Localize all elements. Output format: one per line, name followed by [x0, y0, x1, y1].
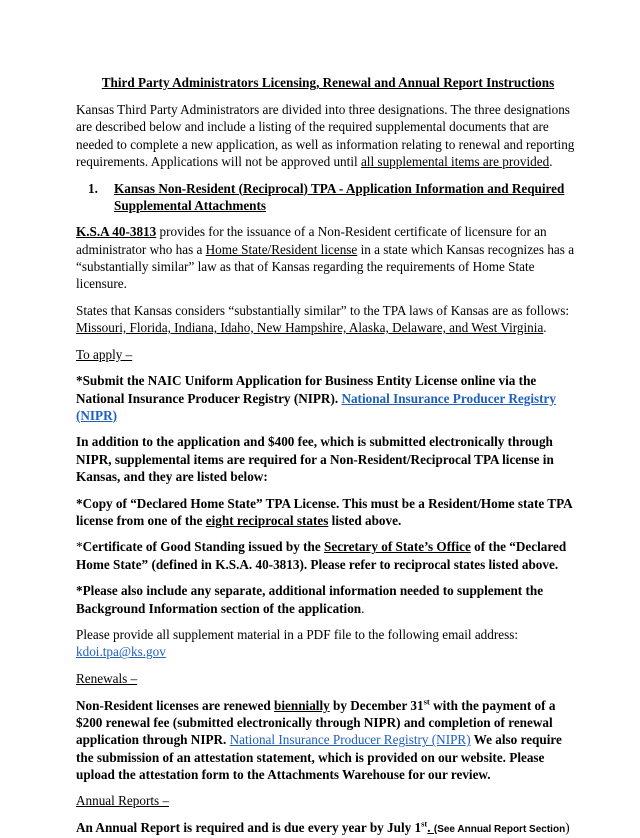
addition-paragraph: In addition to the application and $400 fee, which is submitted electronically through NIPR, supplemental items are required for a Non-Resident/Reciprocal TPA license in Kansas, and they are listed below: — [76, 434, 554, 484]
ksa-statute-link[interactable]: K.S.A 40-3813 — [76, 224, 157, 240]
to-apply-heading: To apply – — [76, 346, 133, 362]
secretary-of-state-link[interactable]: Secretary of State’s Office — [324, 539, 471, 555]
nipr-link-1[interactable]: National Insurance Producer Registry (NIPR) — [76, 390, 556, 423]
intro-underlined: all supplemental items are provided — [360, 153, 550, 169]
ksa-text-1: provides for the issuance of a Non-Resident certificate of licensure for an administrator who has a — [76, 224, 547, 257]
copy-underlined: eight reciprocal states — [205, 512, 329, 528]
renewals-text-4: We also require the submission of an attestation statement, which is provided on our website. Please upload the attestation form to the Attachments Warehouse for our review. — [76, 732, 562, 782]
renewals-paragraph — [76, 697, 580, 783]
copy-text-1: *Copy of “Declared Home State” TPA License. This must be a Resident/Home state TPA license from one of the — [76, 495, 572, 528]
states-end: . — [543, 319, 547, 335]
states-text: States that Kansas considers “substantially similar” to the TPA laws of Kansas are as follows: — [76, 302, 569, 318]
renewals-text-1: Non-Resident licenses are renewed — [76, 697, 275, 713]
renewals-sup: st — [423, 696, 430, 707]
include-text: *Please also include any separate, additional information needed to supplement the Background Information section of the application — [76, 583, 544, 616]
section-1-heading — [76, 180, 580, 214]
nipr-link-2[interactable]: National Insurance Producer Registry (NIPR) — [229, 732, 471, 748]
document-title: Third Party Administrators Licensing, Renewal and Annual Report Instructions — [101, 75, 555, 90]
renewals-heading: Renewals – — [76, 671, 138, 687]
renewals-text-3: with the payment of a $200 renewal fee (submitted electronically through NIPR) and completion of renewal application through NIPR. — [76, 697, 556, 748]
intro-paragraph — [76, 101, 580, 170]
annual-reports-heading: Annual Reports – — [76, 793, 170, 809]
annual-dot: . — [427, 820, 434, 836]
intro-text: Kansas Third Party Administrators are divided into three designations. The three designations are described below and include a listing of the required supplemental documents that are needed to complete a new application, as well as information relating to renewal and reporting requirements. Applications will not be approved until — [76, 102, 575, 169]
include-paragraph — [76, 582, 580, 616]
annual-close: ) — [565, 820, 570, 836]
section-1-title: Kansas Non-Resident (Reciprocal) TPA - Application Information and Required Supplemental Attachments — [114, 180, 565, 213]
section-1-number: 1. — [88, 180, 98, 196]
certificate-paragraph — [76, 538, 580, 572]
submit-text: *Submit the NAIC Uniform Application for Business Entity License online via the National Insurance Producer Registry (NIPR). — [76, 373, 537, 406]
annual-report-section-link[interactable]: (See Annual Report Section — [433, 824, 566, 836]
intro-end: . — [549, 153, 553, 169]
certificate-text-2: of the “Declared Home State” (defined in K.S.A. 40-3813). Please refer to reciprocal states listed above. — [76, 539, 567, 572]
renewals-underlined: biennially — [274, 697, 330, 713]
ksa-text-2: in a state which Kansas recognizes has a “substantially similar” law as that of Kansas regarding the requirements of Home State licensure. — [76, 241, 575, 292]
annual-text: An Annual Report is required and is due every year by July 1 — [76, 820, 422, 836]
provide-paragraph — [76, 626, 580, 660]
copy-paragraph — [76, 495, 580, 529]
copy-text-2: listed above. — [328, 512, 402, 528]
states-paragraph — [76, 302, 580, 336]
ksa-paragraph — [76, 223, 580, 292]
states-list: Missouri, Florida, Indiana, Idaho, New Hampshire, Alaska, Delaware, and West Virginia — [76, 319, 544, 335]
annual-paragraph — [76, 819, 580, 838]
provide-text: Please provide all supplement material in a PDF file to the following email address: — [76, 627, 519, 643]
annual-sup: st — [421, 818, 428, 829]
certificate-text-1: Certificate of Good Standing issued by the — [82, 539, 325, 555]
include-end: . — [361, 600, 365, 616]
home-state-license-link[interactable]: Home State/Resident license — [205, 241, 358, 257]
submit-paragraph — [76, 372, 580, 424]
email-link[interactable]: kdoi.tpa@ks.gov — [76, 644, 166, 660]
renewals-text-2: by December 31 — [329, 697, 424, 713]
certificate-star: * — [76, 539, 83, 555]
